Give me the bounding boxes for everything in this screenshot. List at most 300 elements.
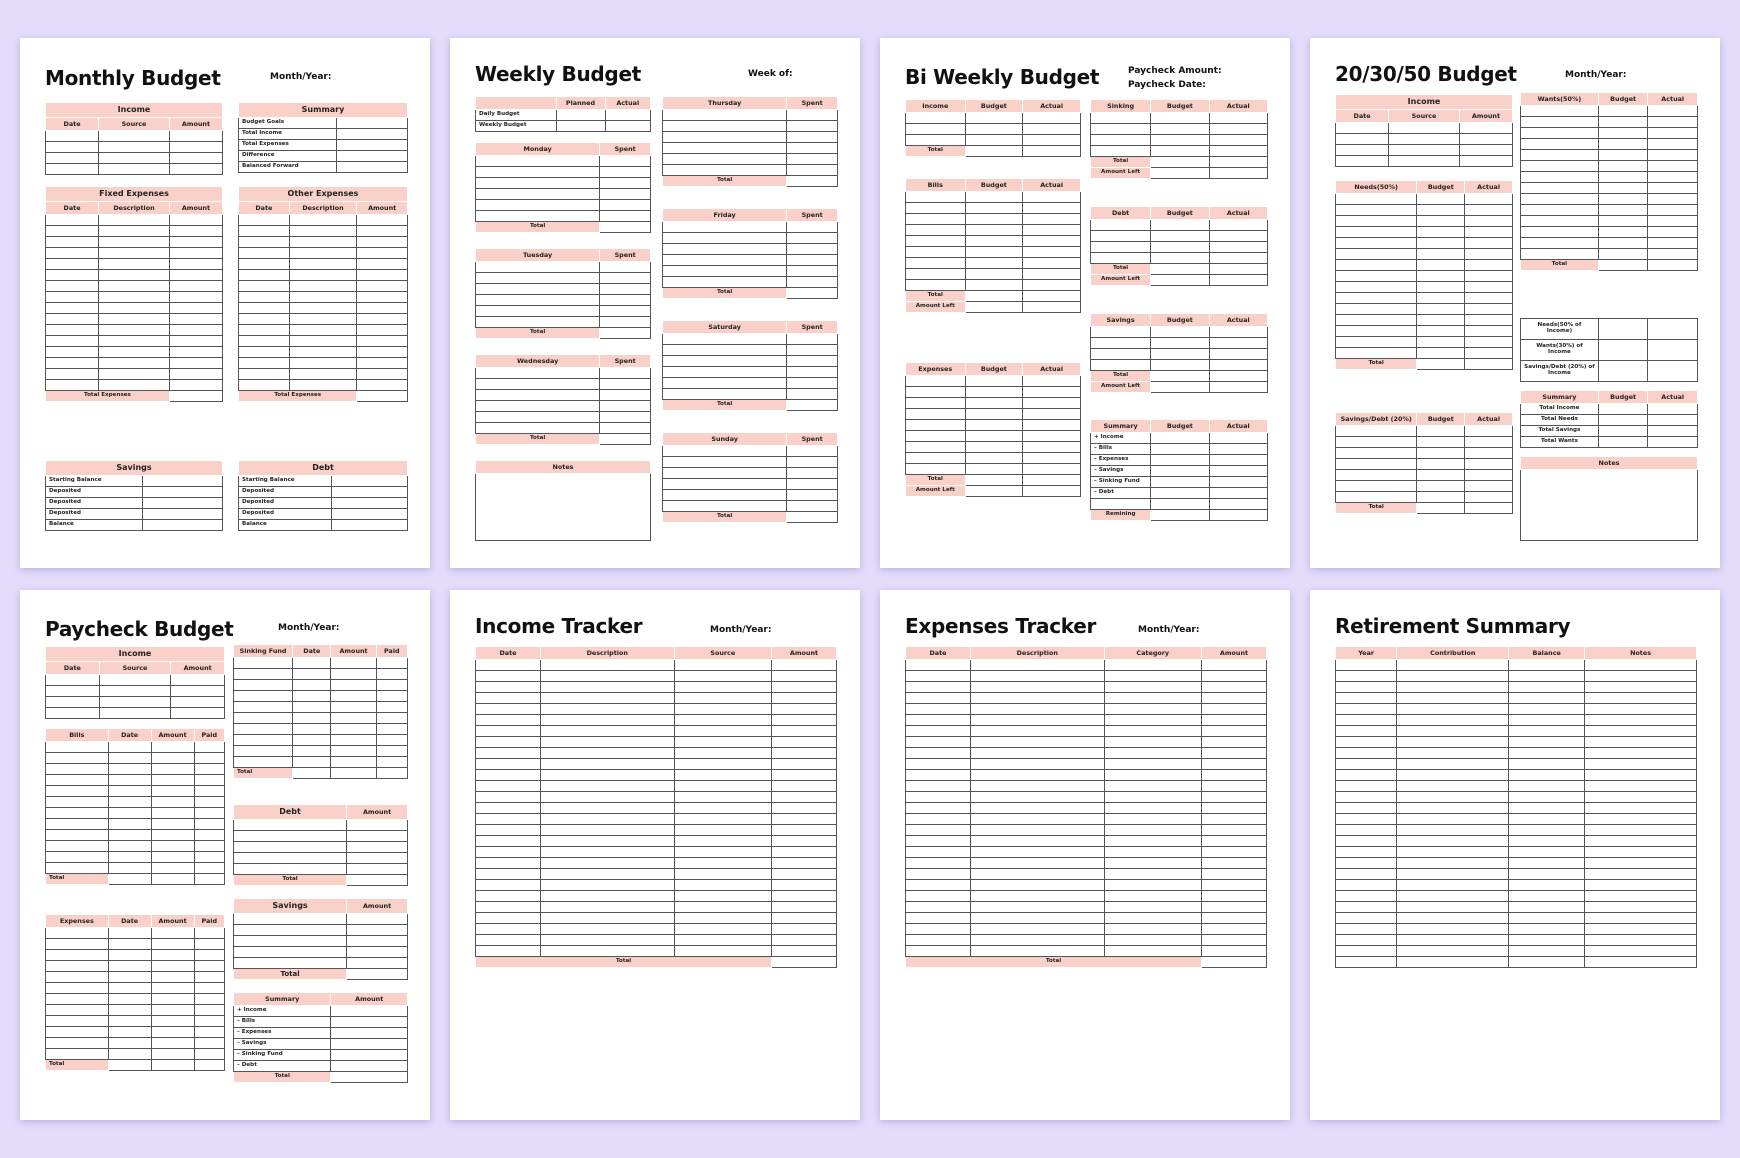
input-cell[interactable] — [108, 950, 151, 961]
input-cell[interactable] — [1648, 117, 1698, 128]
input-rows[interactable] — [906, 660, 1267, 957]
input-cell[interactable] — [772, 770, 837, 781]
input-cell[interactable] — [1151, 135, 1209, 146]
input-cell[interactable] — [1104, 759, 1201, 770]
input-cell[interactable] — [1598, 183, 1648, 194]
input-cell[interactable] — [600, 423, 651, 434]
input-cell[interactable] — [151, 939, 194, 950]
input-cell[interactable] — [234, 936, 347, 947]
input-cell[interactable] — [46, 830, 109, 841]
input-cell[interactable] — [239, 369, 290, 380]
input-cell[interactable] — [906, 269, 966, 280]
input-cell[interactable] — [1397, 693, 1509, 704]
input-cell[interactable] — [906, 453, 966, 464]
input-cell[interactable] — [674, 704, 771, 715]
input-cell[interactable] — [965, 464, 1023, 475]
input-cell[interactable] — [1023, 236, 1081, 247]
input-cell[interactable] — [970, 891, 1104, 902]
input-cell[interactable] — [239, 215, 290, 226]
input-cell[interactable] — [46, 1049, 109, 1060]
input-cell[interactable] — [1397, 781, 1509, 792]
input-cell[interactable] — [46, 164, 99, 175]
input-cell[interactable] — [1585, 726, 1697, 737]
input-cell[interactable] — [1336, 902, 1397, 913]
input-cell[interactable] — [1336, 304, 1417, 315]
input-cell[interactable] — [1509, 869, 1585, 880]
input-cell[interactable] — [234, 724, 293, 735]
input-cell[interactable] — [1585, 913, 1697, 924]
input-cell[interactable] — [1023, 420, 1081, 431]
input-cell[interactable] — [1202, 913, 1267, 924]
input-cell[interactable] — [1521, 161, 1599, 172]
input-cell[interactable] — [169, 248, 222, 259]
input-cell[interactable] — [151, 1016, 194, 1027]
input-cell[interactable] — [1465, 216, 1513, 227]
input-cell[interactable] — [1336, 913, 1397, 924]
input-cell[interactable] — [194, 819, 224, 830]
input-cell[interactable] — [970, 825, 1104, 836]
input-cell[interactable] — [674, 902, 771, 913]
input-cell[interactable] — [331, 746, 376, 757]
input-cell[interactable] — [1209, 360, 1267, 371]
input-cell[interactable] — [239, 380, 290, 391]
input-cell[interactable] — [1023, 214, 1081, 225]
input-cell[interactable] — [674, 869, 771, 880]
input-cell[interactable] — [1509, 891, 1585, 902]
input-cell[interactable] — [965, 269, 1023, 280]
input-cell[interactable] — [169, 215, 222, 226]
input-cell[interactable] — [970, 704, 1104, 715]
input-cell[interactable] — [1209, 349, 1267, 360]
input-cell[interactable] — [46, 347, 99, 358]
input-cell[interactable] — [1336, 238, 1417, 249]
input-cell[interactable] — [151, 1049, 194, 1060]
input-cell[interactable] — [1459, 145, 1512, 156]
input-cell[interactable] — [46, 259, 99, 270]
input-cell[interactable] — [1417, 426, 1465, 437]
input-cell[interactable] — [1104, 792, 1201, 803]
input-rows[interactable] — [46, 215, 223, 391]
input-cell[interactable] — [476, 660, 541, 671]
input-cell[interactable] — [1336, 836, 1397, 847]
input-cell[interactable] — [1202, 792, 1267, 803]
input-cell[interactable] — [1598, 139, 1648, 150]
input-cell[interactable] — [1336, 858, 1397, 869]
input-cell[interactable] — [1202, 693, 1267, 704]
input-cell[interactable] — [151, 819, 194, 830]
input-cell[interactable] — [151, 972, 194, 983]
input-rows[interactable] — [1336, 194, 1513, 359]
input-cell[interactable] — [540, 693, 674, 704]
input-cell[interactable] — [108, 819, 151, 830]
input-cell[interactable] — [1023, 203, 1081, 214]
input-cell[interactable] — [357, 226, 408, 237]
input-rows[interactable] — [1336, 660, 1697, 968]
input-cell[interactable] — [1104, 704, 1201, 715]
input-cell[interactable] — [347, 853, 408, 864]
input-cell[interactable] — [46, 237, 99, 248]
input-cell[interactable] — [1585, 759, 1697, 770]
input-cell[interactable] — [772, 814, 837, 825]
input-cell[interactable] — [663, 490, 787, 501]
input-cell[interactable] — [1648, 172, 1698, 183]
input-cell[interactable] — [46, 281, 99, 292]
input-cell[interactable] — [1465, 492, 1513, 503]
input-cell[interactable] — [540, 946, 674, 957]
input-cell[interactable] — [1648, 205, 1698, 216]
input-cell[interactable] — [1585, 682, 1697, 693]
input-cell[interactable] — [1521, 194, 1599, 205]
input-rows[interactable] — [1091, 327, 1268, 371]
input-cell[interactable] — [787, 244, 838, 255]
input-cell[interactable] — [970, 726, 1104, 737]
input-cell[interactable] — [787, 154, 838, 165]
input-cell[interactable] — [1209, 327, 1267, 338]
input-rows[interactable] — [234, 820, 408, 875]
input-cell[interactable] — [540, 737, 674, 748]
input-rows[interactable] — [906, 376, 1081, 475]
input-cell[interactable] — [293, 746, 331, 757]
input-cell[interactable] — [46, 314, 99, 325]
input-cell[interactable] — [1598, 194, 1648, 205]
input-cell[interactable] — [1397, 792, 1509, 803]
input-cell[interactable] — [1465, 448, 1513, 459]
input-cell[interactable] — [476, 284, 600, 295]
input-cell[interactable] — [965, 258, 1023, 269]
input-cell[interactable] — [540, 792, 674, 803]
input-cell[interactable] — [540, 803, 674, 814]
input-cell[interactable] — [970, 770, 1104, 781]
input-cell[interactable] — [906, 891, 971, 902]
input-cell[interactable] — [965, 113, 1023, 124]
input-cell[interactable] — [1023, 135, 1081, 146]
input-cell[interactable] — [1202, 946, 1267, 957]
input-cell[interactable] — [1521, 216, 1599, 227]
input-cell[interactable] — [1397, 715, 1509, 726]
input-cell[interactable] — [600, 211, 651, 222]
input-cell[interactable] — [194, 1049, 224, 1060]
input-cell[interactable] — [970, 847, 1104, 858]
input-cell[interactable] — [194, 852, 224, 863]
input-cell[interactable] — [194, 808, 224, 819]
input-cell[interactable] — [1509, 825, 1585, 836]
input-cell[interactable] — [772, 704, 837, 715]
input-cell[interactable] — [1104, 737, 1201, 748]
input-cell[interactable] — [970, 671, 1104, 682]
input-cell[interactable] — [1336, 260, 1417, 271]
input-cell[interactable] — [965, 203, 1023, 214]
input-cell[interactable] — [1648, 128, 1698, 139]
input-cell[interactable] — [674, 891, 771, 902]
input-cell[interactable] — [1336, 492, 1417, 503]
input-cell[interactable] — [1104, 825, 1201, 836]
input-cell[interactable] — [970, 902, 1104, 913]
input-cell[interactable] — [476, 211, 600, 222]
input-cell[interactable] — [357, 248, 408, 259]
notes-area[interactable] — [1521, 470, 1698, 541]
input-cell[interactable] — [663, 244, 787, 255]
input-cell[interactable] — [1023, 258, 1081, 269]
input-cell[interactable] — [600, 368, 651, 379]
input-cell[interactable] — [1336, 448, 1417, 459]
input-cell[interactable] — [289, 281, 357, 292]
input-cell[interactable] — [1023, 453, 1081, 464]
input-cell[interactable] — [906, 135, 966, 146]
input-cell[interactable] — [540, 924, 674, 935]
input-cell[interactable] — [600, 273, 651, 284]
input-cell[interactable] — [540, 759, 674, 770]
input-cell[interactable] — [1202, 748, 1267, 759]
input-cell[interactable] — [194, 1016, 224, 1027]
input-cell[interactable] — [1336, 704, 1397, 715]
input-cell[interactable] — [600, 412, 651, 423]
input-cell[interactable] — [965, 387, 1023, 398]
input-cell[interactable] — [108, 1038, 151, 1049]
input-cell[interactable] — [1104, 913, 1201, 924]
input-cell[interactable] — [906, 715, 971, 726]
input-cell[interactable] — [151, 983, 194, 994]
input-cell[interactable] — [1465, 293, 1513, 304]
input-cell[interactable] — [289, 347, 357, 358]
input-cell[interactable] — [169, 292, 222, 303]
input-cell[interactable] — [600, 284, 651, 295]
input-cell[interactable] — [787, 132, 838, 143]
input-cell[interactable] — [151, 852, 194, 863]
input-cell[interactable] — [476, 858, 541, 869]
input-cell[interactable] — [357, 281, 408, 292]
input-cell[interactable] — [476, 423, 600, 434]
input-cell[interactable] — [970, 682, 1104, 693]
input-cell[interactable] — [1397, 880, 1509, 891]
input-cell[interactable] — [674, 913, 771, 924]
input-cell[interactable] — [970, 792, 1104, 803]
input-cell[interactable] — [169, 142, 222, 153]
input-cell[interactable] — [108, 994, 151, 1005]
input-cell[interactable] — [1336, 660, 1397, 671]
input-cell[interactable] — [46, 797, 109, 808]
input-cell[interactable] — [1336, 935, 1397, 946]
input-cell[interactable] — [772, 759, 837, 770]
input-cell[interactable] — [194, 1005, 224, 1016]
input-cell[interactable] — [46, 142, 99, 153]
input-cell[interactable] — [476, 748, 541, 759]
input-cell[interactable] — [476, 317, 600, 328]
input-cell[interactable] — [357, 336, 408, 347]
input-cell[interactable] — [234, 735, 293, 746]
input-cell[interactable] — [108, 983, 151, 994]
input-cell[interactable] — [1336, 671, 1397, 682]
input-cell[interactable] — [376, 702, 407, 713]
input-cell[interactable] — [1397, 737, 1509, 748]
input-cell[interactable] — [663, 222, 787, 233]
input-cell[interactable] — [1151, 349, 1209, 360]
input-cell[interactable] — [674, 781, 771, 792]
input-cell[interactable] — [239, 325, 290, 336]
input-cell[interactable] — [1648, 150, 1698, 161]
input-cell[interactable] — [171, 708, 225, 719]
input-cell[interactable] — [1336, 726, 1397, 737]
input-cell[interactable] — [906, 924, 971, 935]
input-cell[interactable] — [476, 156, 600, 167]
input-cell[interactable] — [1509, 737, 1585, 748]
input-cell[interactable] — [1521, 128, 1599, 139]
input-cell[interactable] — [1648, 238, 1698, 249]
input-cell[interactable] — [46, 863, 109, 874]
input-cell[interactable] — [347, 947, 408, 958]
input-cell[interactable] — [331, 680, 376, 691]
input-cell[interactable] — [1465, 304, 1513, 315]
input-cell[interactable] — [1104, 693, 1201, 704]
input-cell[interactable] — [1397, 935, 1509, 946]
input-rows[interactable] — [1091, 113, 1268, 157]
input-cell[interactable] — [906, 814, 971, 825]
input-cell[interactable] — [906, 737, 971, 748]
input-cell[interactable] — [1465, 470, 1513, 481]
input-cell[interactable] — [1023, 225, 1081, 236]
input-cell[interactable] — [906, 420, 966, 431]
input-cell[interactable] — [46, 369, 99, 380]
input-cell[interactable] — [169, 325, 222, 336]
input-cell[interactable] — [1585, 836, 1697, 847]
input-cell[interactable] — [476, 781, 541, 792]
input-cell[interactable] — [234, 914, 347, 925]
input-cell[interactable] — [600, 295, 651, 306]
input-cell[interactable] — [1465, 194, 1513, 205]
input-cell[interactable] — [376, 658, 407, 669]
input-cell[interactable] — [600, 189, 651, 200]
input-cell[interactable] — [1585, 803, 1697, 814]
input-cell[interactable] — [1585, 671, 1697, 682]
input-cell[interactable] — [1202, 704, 1267, 715]
input-cell[interactable] — [1598, 117, 1648, 128]
input-cell[interactable] — [1509, 759, 1585, 770]
input-cell[interactable] — [1202, 726, 1267, 737]
input-cell[interactable] — [1151, 327, 1209, 338]
input-cell[interactable] — [99, 226, 170, 237]
input-cell[interactable] — [1202, 803, 1267, 814]
input-cell[interactable] — [965, 214, 1023, 225]
input-cell[interactable] — [347, 936, 408, 947]
input-cell[interactable] — [293, 658, 331, 669]
input-cell[interactable] — [99, 215, 170, 226]
input-cell[interactable] — [1202, 891, 1267, 902]
input-cell[interactable] — [1336, 348, 1417, 359]
input-cell[interactable] — [906, 203, 966, 214]
input-cell[interactable] — [663, 345, 787, 356]
input-cell[interactable] — [1336, 825, 1397, 836]
input-cell[interactable] — [1151, 231, 1209, 242]
input-cell[interactable] — [1397, 869, 1509, 880]
input-cell[interactable] — [46, 226, 99, 237]
input-cell[interactable] — [1598, 172, 1648, 183]
input-cell[interactable] — [151, 1005, 194, 1016]
input-cell[interactable] — [1336, 891, 1397, 902]
input-cell[interactable] — [1336, 957, 1397, 968]
input-cell[interactable] — [151, 786, 194, 797]
input-cell[interactable] — [194, 972, 224, 983]
input-cell[interactable] — [663, 110, 787, 121]
input-cell[interactable] — [1397, 902, 1509, 913]
input-cell[interactable] — [1336, 437, 1417, 448]
input-cell[interactable] — [289, 336, 357, 347]
input-cell[interactable] — [1509, 693, 1585, 704]
input-cell[interactable] — [1465, 437, 1513, 448]
input-cell[interactable] — [293, 724, 331, 735]
input-cell[interactable] — [194, 1038, 224, 1049]
input-cell[interactable] — [1104, 726, 1201, 737]
input-cell[interactable] — [674, 737, 771, 748]
input-cell[interactable] — [1151, 113, 1209, 124]
input-cell[interactable] — [476, 814, 541, 825]
input-cell[interactable] — [1417, 337, 1465, 348]
input-cell[interactable] — [99, 142, 170, 153]
input-cell[interactable] — [663, 132, 787, 143]
input-cell[interactable] — [1598, 249, 1648, 260]
input-cell[interactable] — [1336, 737, 1397, 748]
input-cell[interactable] — [1023, 464, 1081, 475]
input-cell[interactable] — [99, 358, 170, 369]
input-cell[interactable] — [970, 913, 1104, 924]
input-cell[interactable] — [331, 702, 376, 713]
input-cell[interactable] — [1104, 869, 1201, 880]
input-cell[interactable] — [600, 317, 651, 328]
input-rows[interactable] — [906, 192, 1081, 291]
input-cell[interactable] — [1648, 216, 1698, 227]
input-cell[interactable] — [540, 781, 674, 792]
input-cell[interactable] — [1202, 880, 1267, 891]
input-cell[interactable] — [46, 841, 109, 852]
input-cell[interactable] — [1151, 220, 1209, 231]
input-cell[interactable] — [1509, 748, 1585, 759]
input-cell[interactable] — [293, 757, 331, 768]
input-cell[interactable] — [476, 178, 600, 189]
input-cell[interactable] — [906, 770, 971, 781]
input-cell[interactable] — [965, 376, 1023, 387]
input-cell[interactable] — [1509, 660, 1585, 671]
input-cell[interactable] — [970, 715, 1104, 726]
input-cell[interactable] — [289, 248, 357, 259]
input-cell[interactable] — [674, 880, 771, 891]
input-cell[interactable] — [171, 675, 225, 686]
input-cell[interactable] — [99, 131, 170, 142]
input-cell[interactable] — [1209, 124, 1267, 135]
input-cell[interactable] — [46, 753, 109, 764]
input-cell[interactable] — [772, 693, 837, 704]
input-cell[interactable] — [787, 110, 838, 121]
input-cell[interactable] — [1598, 161, 1648, 172]
input-cell[interactable] — [1336, 249, 1417, 260]
input-cell[interactable] — [1509, 880, 1585, 891]
input-cell[interactable] — [108, 841, 151, 852]
input-cell[interactable] — [357, 270, 408, 281]
input-cell[interactable] — [1521, 106, 1599, 117]
input-cell[interactable] — [772, 869, 837, 880]
input-cell[interactable] — [293, 713, 331, 724]
input-cell[interactable] — [1151, 124, 1209, 135]
input-cell[interactable] — [1459, 123, 1512, 134]
input-rows[interactable] — [1091, 220, 1268, 264]
input-cell[interactable] — [46, 380, 99, 391]
input-cell[interactable] — [289, 369, 357, 380]
input-cell[interactable] — [965, 442, 1023, 453]
input-cell[interactable] — [46, 764, 109, 775]
input-cell[interactable] — [476, 273, 600, 284]
input-cell[interactable] — [46, 950, 109, 961]
input-cell[interactable] — [1465, 459, 1513, 470]
input-cell[interactable] — [476, 379, 600, 390]
input-cell[interactable] — [108, 961, 151, 972]
input-cell[interactable] — [906, 803, 971, 814]
